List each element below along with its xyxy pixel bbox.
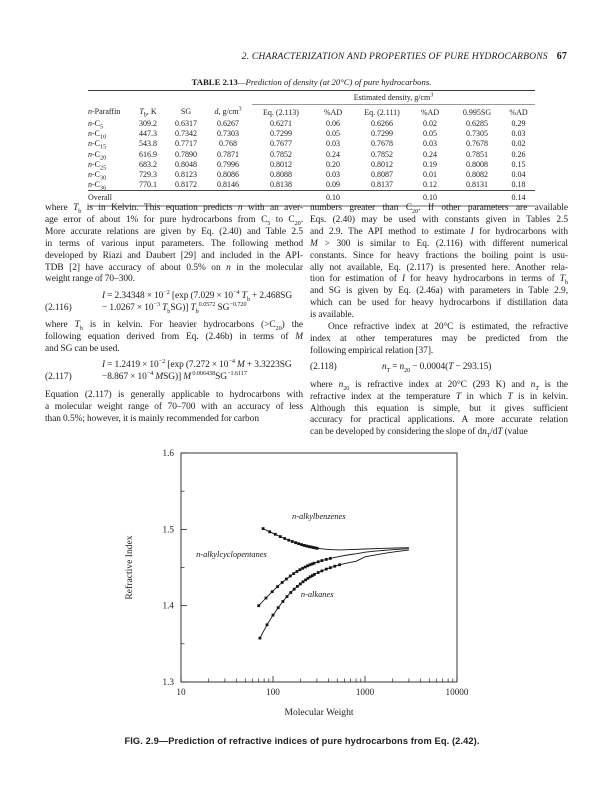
table-cell: 543.8	[139, 139, 157, 149]
table-cell: 0.7299	[270, 129, 292, 139]
table-cell: 0.7678	[466, 139, 488, 149]
data-point	[300, 543, 303, 546]
text-line: and SG can be used.	[45, 343, 120, 354]
text-line: than 0.5%; however, it is mainly recommended for carbon	[45, 413, 259, 424]
table-cell: 0.02	[423, 119, 437, 129]
equation-line: $I = 1.2419 \times 10^{-2}$ [exp ($7.272 \times 10^{-4}$ M + 3.3223SG	[102, 358, 292, 371]
table-cell: 0.15	[511, 159, 526, 169]
table-cell: 770.1	[139, 180, 157, 190]
column-header: 0.995SG	[462, 107, 492, 117]
table-row	[88, 129, 535, 139]
table-cell: 0.03	[423, 139, 437, 149]
data-point	[296, 585, 299, 588]
refractive-index-chart	[110, 442, 510, 732]
table-cell: 0.26	[511, 149, 526, 159]
data-point	[325, 568, 328, 571]
text-line: Equation (2.117) is generally applicable to hydrocarbons with	[45, 389, 303, 400]
right-column	[310, 203, 568, 439]
table-cell: 0.7342	[175, 129, 197, 139]
text-line: following equation derived from Eq. (2.46b) in terms of M	[45, 332, 303, 343]
data-point	[305, 545, 308, 548]
text-line: which can be used for heavy hydrocarbons if distillation data	[310, 298, 568, 309]
data-point	[292, 572, 295, 575]
text-line: tion for estimation of I for heavy hydrocarbons in terms of $T_b$	[310, 274, 568, 287]
text-line: accuracy for practical applications. A more accurate relation	[310, 415, 568, 426]
table-row	[88, 149, 535, 159]
table-cell: 447.3	[139, 129, 157, 139]
paragraph	[310, 380, 568, 440]
table-cell: 0.7852	[270, 149, 292, 159]
column-header: %AD	[420, 107, 440, 117]
table-cell: 0.7299	[371, 129, 393, 139]
equation-line: − $1.0267 \times 10^{-3}$ $T_bSG$)] $T_b^{0.0572}$ $SG^{-0.720}$	[102, 300, 247, 315]
data-point	[301, 567, 304, 570]
data-point	[277, 606, 280, 609]
series-label: n-alkanes	[300, 590, 334, 599]
data-point	[304, 579, 307, 582]
table-cell: 0.8012	[270, 159, 292, 169]
table-cell: 309.2	[139, 119, 157, 129]
table-cell: 0.12	[423, 180, 437, 190]
table-cell: 0.8146	[217, 180, 239, 190]
table-cell: $n-C_5$	[88, 119, 104, 131]
y-tick-label: 1.3	[162, 677, 174, 687]
table-cell: $n-C_{25}$	[88, 159, 107, 172]
table-cell: 0.8087	[371, 170, 393, 180]
plot-frame	[181, 453, 457, 682]
paragraph	[45, 390, 303, 426]
table-cell: 0.8088	[270, 170, 292, 180]
table-cell: 0.6267	[217, 119, 239, 129]
table-label: TABLE 2.13	[191, 77, 238, 87]
text-line: TDB [2] have accuracy of about 0.5% on n in the molecular	[45, 262, 303, 273]
table-cell: 0.8138	[270, 180, 292, 190]
x-tick-label: 10	[176, 687, 186, 697]
data-point	[291, 540, 294, 543]
table-row	[88, 159, 535, 169]
table-cell: 0.19	[423, 159, 437, 169]
column-header: Eq. (2.111)	[364, 107, 400, 117]
table-cell: 0.8131	[466, 180, 488, 190]
text-line: where $T_b$ is in kelvin. For heavier hydrocarbons $(>C_{20})$ the	[45, 320, 303, 333]
table-row	[88, 139, 535, 149]
equation-number: (2.116)	[45, 302, 72, 313]
data-point	[262, 527, 265, 530]
data-point	[316, 547, 319, 550]
y-tick-label: 1.6	[162, 448, 174, 458]
text-line: and SG is given by Eq. (2.46a) with parameters in Table 2.9,	[310, 286, 568, 297]
table-cell: 0.8123	[175, 170, 197, 180]
table-cell: 0.03	[326, 170, 340, 180]
table-row	[88, 119, 535, 129]
y-tick-label: 1.4	[162, 600, 174, 611]
table-cell: 0.10	[310, 190, 356, 206]
column-header: $T_b$, K	[139, 107, 157, 119]
data-point	[289, 575, 292, 578]
data-point	[297, 542, 300, 545]
table-title	[88, 77, 535, 87]
series-label: n-alkylbenzenes	[292, 512, 346, 521]
table-cell: $n-C_{30}$	[88, 170, 107, 182]
text-line: Once refractive index at 20°C is estimated, the refractive	[310, 322, 568, 333]
table-cell: 0.7717	[175, 139, 197, 149]
equation-number: (2.117)	[45, 372, 72, 383]
table-cell: 0.7303	[217, 129, 239, 139]
data-point	[265, 597, 268, 600]
column-header: Eq. (2.113)	[263, 107, 299, 117]
x-axis-label: Molecular Weight	[284, 707, 354, 718]
column-header: SG	[180, 107, 192, 117]
text-line: where $T_b$ is in Kelvin. This equation predicts n with an aver-	[45, 203, 303, 215]
table-cell: 0.05	[326, 129, 340, 139]
table-cell: 0.8086	[217, 170, 239, 180]
data-point	[321, 559, 324, 562]
equation-number: (2.118)	[310, 362, 337, 373]
text-line: refractive index at the temperature T in which T is in kelvin.	[310, 391, 568, 402]
data-point	[283, 537, 286, 540]
table-cell: 0.01	[423, 170, 437, 180]
table-cell: 0.6271	[270, 119, 292, 129]
data-point	[329, 566, 332, 569]
data-point	[333, 565, 336, 568]
data-point	[276, 585, 279, 588]
left-column	[45, 203, 303, 425]
paragraph	[310, 203, 568, 322]
table-row	[88, 169, 535, 179]
text-line: index at other temperatures may be predicted from the	[310, 333, 568, 344]
data-point	[257, 604, 260, 607]
table-cell: 0.10	[408, 190, 452, 206]
column-header: n-Paraffin	[88, 107, 121, 117]
table-cell: 0.18	[511, 180, 526, 190]
table-cell: 0.03	[511, 129, 526, 139]
table-cell: 0.20	[326, 159, 340, 169]
text-line: numbers greater than $C_{20}$. If other parameters are available	[310, 203, 568, 215]
text-line: Although this equation is simple, but it gives sufficient	[310, 403, 568, 414]
table-cell: 0.6317	[175, 119, 197, 129]
data-point	[289, 591, 292, 594]
x-tick-label: 100	[266, 687, 280, 697]
table-cell: 0.8137	[371, 180, 393, 190]
text-line: can be developed by considering the slope of $dn_T/dT$ (value	[310, 427, 528, 440]
data-point	[303, 544, 306, 547]
paragraph	[45, 203, 303, 286]
table-cell: 729.3	[139, 170, 157, 180]
data-point	[281, 581, 284, 584]
table-cell: 0.8048	[175, 159, 197, 169]
data-point	[313, 562, 316, 565]
running-head	[0, 51, 567, 62]
text-line: ally not available, Eq. (2.117) is presented here. Another rela-	[310, 262, 568, 273]
table-cell: 0.7871	[217, 149, 239, 159]
table-cell: $n-C_{10}$	[88, 129, 107, 141]
text-line: Eqs. (2.40) may be used with constants given in Tables 2.5	[310, 214, 568, 225]
density-table	[88, 90, 535, 207]
text-line: a molecular weight range of 70–700 with an accuracy of less	[45, 401, 303, 412]
text-line: developed by Riazi and Daubert [29] and included in the API-	[45, 250, 303, 261]
text-line: weight range of 70–300.	[45, 274, 135, 285]
data-point	[299, 568, 302, 571]
equation-line: $I = 2.34348 \times 10^{-2}$ [exp ($7.029 \times 10^{-4}$ $T_b + 2.468SG$	[102, 288, 293, 303]
column-header: %AD	[509, 107, 528, 117]
table-cell: 0.7677	[270, 139, 292, 149]
text-line: M > 300 is similar to Eq. (2.116) with different numerical	[310, 238, 568, 249]
table-cell: 0.7851	[466, 149, 488, 159]
data-point	[321, 570, 324, 573]
series-n-alkylcyclopentanes	[259, 549, 409, 606]
data-point	[329, 557, 332, 560]
data-point	[302, 580, 305, 583]
data-point	[271, 590, 274, 593]
table-cell: $n-C_{36}$	[88, 180, 107, 192]
table-row	[88, 180, 535, 191]
table-group-header-row	[88, 91, 535, 105]
group-header-estimated-density: Estimated density, $g/cm^3$	[252, 91, 535, 105]
table-cell: Overall	[88, 190, 128, 206]
table-cell: 0.7305	[466, 129, 488, 139]
series-label: n-alkylcyclopentanes	[196, 550, 267, 559]
table-cell: $n-C_{20}$	[88, 149, 107, 162]
y-axis-label: Refractive Index	[124, 535, 135, 600]
data-point	[279, 535, 282, 538]
data-point	[296, 570, 299, 573]
density-table-block	[88, 77, 535, 207]
table-cell: 0.05	[423, 129, 437, 139]
data-point	[304, 566, 307, 569]
data-point	[317, 571, 320, 574]
table-cell: 0.8082	[466, 170, 488, 180]
table-cell: 0.24	[423, 149, 437, 159]
data-point	[294, 541, 297, 544]
text-line: and 2.9. The API method to estimate I for hydrocarbons with	[310, 226, 568, 237]
data-point	[282, 600, 285, 603]
table-cell: 0.09	[326, 180, 340, 190]
data-point	[259, 637, 262, 640]
table-cell: 0.14	[502, 190, 535, 206]
data-point	[266, 623, 269, 626]
paragraph	[45, 320, 303, 356]
table-cell: 0.7678	[371, 139, 393, 149]
data-point	[274, 533, 277, 536]
table-cell: 0.29	[511, 119, 526, 129]
table-cell: 0.8172	[175, 180, 197, 190]
chapter-title: 2. CHARACTERIZATION AND PROPERTIES OF PURE HYDROCARBONS	[241, 51, 548, 62]
data-point	[313, 573, 316, 576]
table-cell: 683.2	[139, 159, 157, 169]
table-cell: 0.24	[326, 149, 340, 159]
data-point	[272, 614, 275, 617]
equation-2-117	[45, 360, 303, 384]
text-line: age error of about 1% for pure hydrocarbons from $C_5$ to $C_{20}$.	[45, 214, 303, 227]
column-header: %AD	[323, 107, 343, 117]
text-line: constants. Since for heavy fractions the boiling point is usu-	[310, 250, 568, 261]
data-point	[338, 563, 341, 566]
series-n-alkanes	[260, 550, 409, 638]
data-point	[325, 558, 328, 561]
equation-line: $n_T = n_{20} - 0.0004(T - 293.15)$	[382, 362, 492, 375]
text-line: More accurate relations are given by Eq. (2.40) and Table 2.5	[45, 226, 303, 237]
table-title-text: —Prediction of density (at 20°C) of pure hydrocarbons.	[237, 77, 432, 87]
table-cell: 0.8012	[371, 159, 393, 169]
table-cell: 616.9	[139, 149, 157, 159]
text-line: is available.	[310, 310, 354, 321]
table-cell: $n-C_{15}$	[88, 139, 107, 152]
table-cell: 0.03	[326, 139, 340, 149]
page-number: 67	[556, 51, 567, 62]
text-line: where $n_{20}$ is refractive index at 20°C (293 K) and $n_T$ is the	[310, 379, 568, 392]
x-tick-label: 10000	[445, 687, 469, 697]
data-point	[299, 583, 302, 586]
table-cell: 0.768	[219, 139, 237, 149]
data-point	[268, 530, 271, 533]
table-column-header-row	[88, 104, 535, 119]
column-header: d, $g/cm^3$	[214, 105, 242, 117]
data-point	[285, 578, 288, 581]
table-cell: 0.02	[511, 139, 526, 149]
text-line: following empirical relation [37].	[310, 345, 434, 356]
table-cell: 0.06	[326, 119, 340, 129]
data-point	[317, 560, 320, 563]
data-point	[286, 595, 289, 598]
x-tick-label: 1000	[355, 687, 375, 697]
table-cell: 0.6266	[371, 119, 393, 129]
equation-line: $-8.867 \times 10^{-4}$ MSG)] M $^{0.006438}SG^{-1.6117}$	[102, 370, 247, 383]
paragraph	[310, 322, 568, 358]
table-cell: 0.7996	[217, 159, 239, 169]
equation-2-116	[45, 288, 303, 315]
table-cell: 0.8008	[466, 159, 488, 169]
text-line: in terms of various input parameters. The following method	[45, 238, 303, 249]
table-cell: 0.6285	[466, 119, 488, 129]
table-cell: 0.04	[511, 170, 526, 180]
y-tick-label: 1.5	[162, 524, 174, 535]
figure-caption: FIG. 2.9—Prediction of refractive indices of pure hydrocarbons from Eq. (2.42).	[124, 736, 480, 746]
equation-2-118	[310, 362, 568, 374]
data-point	[287, 539, 290, 542]
data-point	[293, 588, 296, 591]
table-cell: 0.7852	[371, 149, 393, 159]
table-cell: 0.7890	[175, 149, 197, 159]
